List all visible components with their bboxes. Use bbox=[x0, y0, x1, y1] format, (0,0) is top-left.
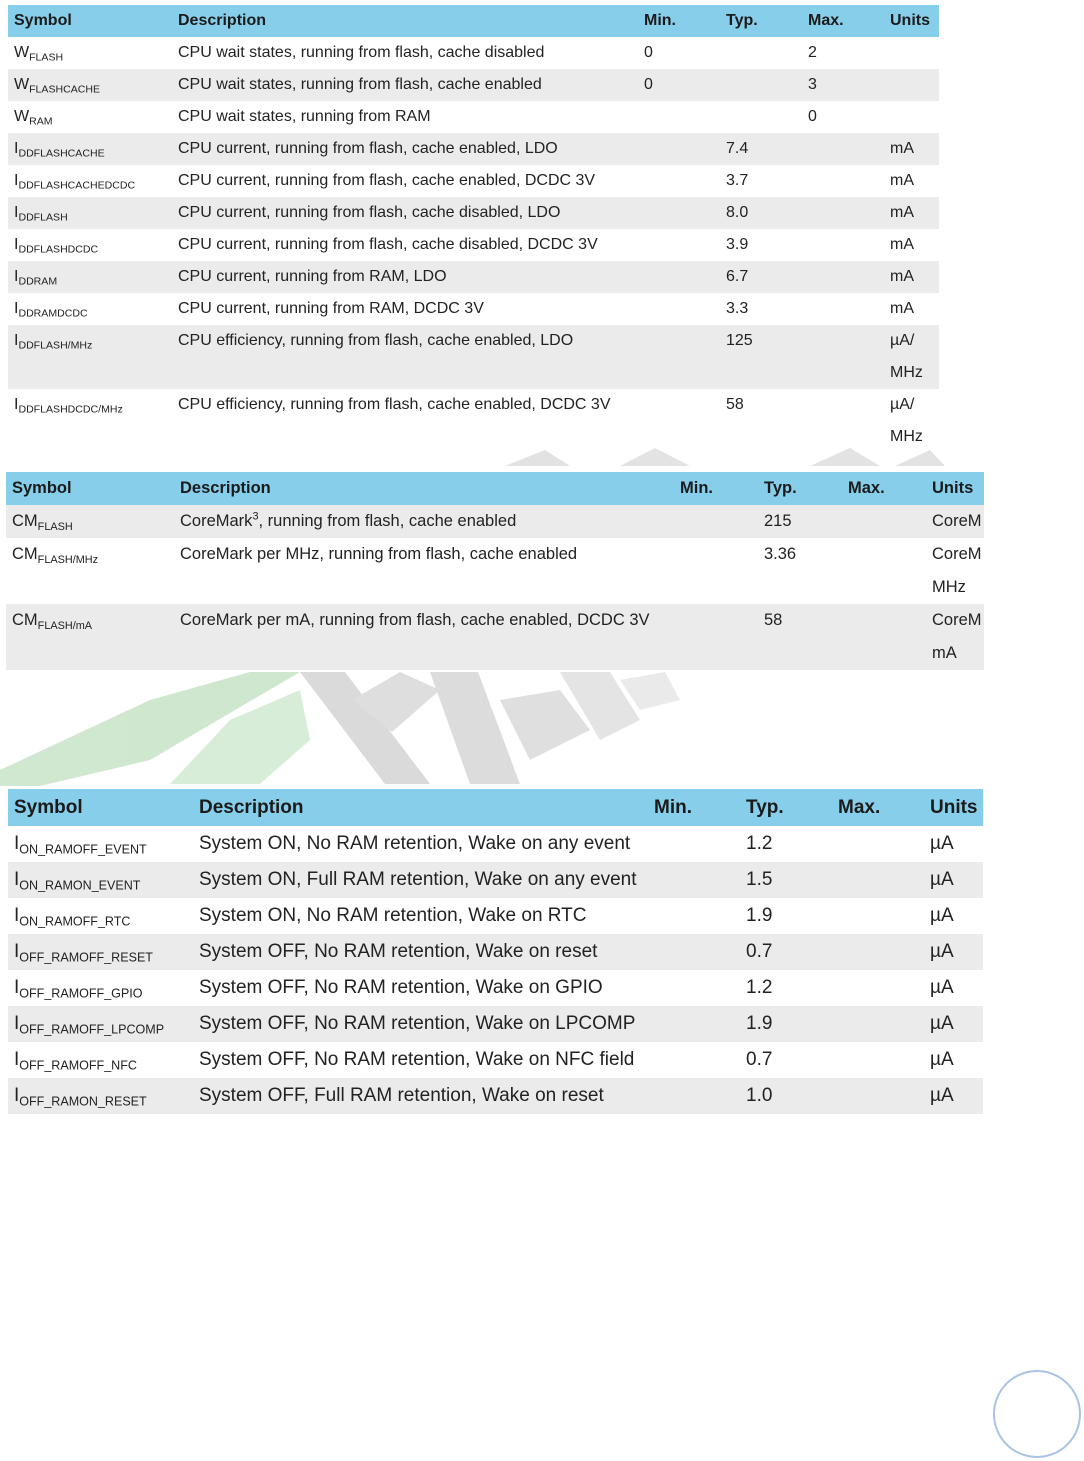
table-row bbox=[8, 862, 983, 898]
description-cell: CPU current, running from RAM, DCDC 3V bbox=[178, 300, 484, 317]
header-min: Min. bbox=[674, 472, 758, 505]
symbol-cell: $I_{DDFLASHCACHE}$ bbox=[8, 133, 172, 165]
min-cell bbox=[674, 604, 758, 670]
table-header-row bbox=[8, 5, 939, 37]
symbol-cell: $W_{FLASHCACHE}$ bbox=[8, 69, 172, 101]
description-cell: CPU efficiency, running from flash, cache enabled, LDO bbox=[172, 325, 638, 389]
header-symbol: Symbol bbox=[6, 472, 174, 505]
max-cell bbox=[802, 293, 884, 325]
max-cell bbox=[832, 826, 924, 862]
header-max: Max. bbox=[802, 5, 884, 37]
header-description: Description bbox=[172, 5, 638, 37]
min-cell bbox=[674, 505, 758, 538]
typ-cell: 3.36 bbox=[764, 545, 797, 563]
max-cell bbox=[802, 261, 884, 293]
description-cell: System OFF, No RAM retention, Wake on GPIO bbox=[199, 977, 603, 998]
min-cell bbox=[638, 165, 720, 197]
table-row bbox=[8, 826, 983, 862]
units-cell: mA bbox=[884, 133, 939, 165]
max-cell: 2 bbox=[808, 44, 817, 61]
symbol-cell: $I_{DDFLASH/MHz}$ bbox=[8, 325, 172, 389]
max-cell bbox=[832, 1006, 924, 1042]
description-cell: CPU current, running from flash, cache enabled, DCDC 3V bbox=[178, 172, 596, 189]
power-consumption-table bbox=[8, 789, 983, 1114]
description-cell: CPU current, running from flash, cache enabled, LDO bbox=[172, 133, 638, 165]
description-cell: CPU wait states, running from flash, cache enabled bbox=[172, 69, 638, 101]
symbol-cell: $I_{DDFLASH}$ bbox=[8, 197, 172, 229]
typ-cell: 3.9 bbox=[726, 236, 749, 253]
table-row bbox=[8, 1078, 983, 1114]
header-max: Max. bbox=[842, 472, 926, 505]
min-cell bbox=[648, 1042, 740, 1078]
typ-cell: 215 bbox=[758, 505, 842, 538]
max-cell bbox=[832, 1078, 924, 1114]
table-row bbox=[8, 325, 939, 389]
units-cell bbox=[884, 37, 939, 69]
typ-cell: 1.9 bbox=[740, 1006, 832, 1042]
description-cell: CoreMark per MHz, running from flash, cache enabled bbox=[180, 545, 578, 563]
typ-cell: 0.7 bbox=[740, 934, 832, 970]
max-cell bbox=[832, 970, 924, 1006]
max-cell bbox=[802, 229, 884, 261]
table-header-row bbox=[6, 472, 984, 505]
units-cell: mA bbox=[890, 172, 914, 189]
typ-cell: 58 bbox=[758, 604, 842, 670]
max-cell bbox=[802, 165, 884, 197]
description-cell: CoreMark$^3$, running from flash, cache enabled bbox=[174, 505, 674, 538]
typ-cell: 1.5 bbox=[740, 862, 832, 898]
description-cell: System OFF, No RAM retention, Wake on LPCOMP bbox=[193, 1006, 648, 1042]
units-cell: µA/ MHz bbox=[890, 396, 923, 445]
max-cell bbox=[842, 505, 926, 538]
table-row bbox=[8, 133, 939, 165]
table-row bbox=[8, 69, 939, 101]
min-cell bbox=[638, 293, 720, 325]
units-cell bbox=[884, 69, 939, 101]
table-row bbox=[6, 604, 984, 670]
min-cell: 0 bbox=[638, 69, 720, 101]
typ-cell: 6.7 bbox=[720, 261, 802, 293]
units-cell: mA bbox=[890, 300, 914, 317]
header-min: Min. bbox=[638, 5, 720, 37]
header-typ: Typ. bbox=[758, 472, 842, 505]
description-cell: System OFF, Full RAM retention, Wake on reset bbox=[193, 1078, 648, 1114]
coremark-table bbox=[6, 472, 984, 670]
min-cell bbox=[648, 1078, 740, 1114]
symbol-cell: $I_{OFF\_RAMOFF\_GPIO}$ bbox=[14, 977, 143, 1001]
description-cell: System OFF, No RAM retention, Wake on NFC field bbox=[199, 1049, 635, 1070]
table-row bbox=[8, 389, 939, 453]
cpu-performance-table bbox=[8, 5, 939, 453]
page-number-badge bbox=[993, 1370, 1081, 1458]
symbol-cell: $CM_{FLASH/MHz}$ bbox=[12, 545, 99, 566]
min-cell bbox=[638, 261, 720, 293]
typ-cell bbox=[720, 101, 802, 133]
table-row bbox=[8, 1042, 983, 1078]
units-cell: mA bbox=[884, 197, 939, 229]
units-cell: µA bbox=[930, 977, 954, 998]
table-row bbox=[8, 37, 939, 69]
max-cell bbox=[842, 604, 926, 670]
units-cell: CoreM bbox=[926, 505, 984, 538]
typ-cell: 3.3 bbox=[726, 300, 749, 317]
units-cell: µA bbox=[930, 905, 954, 926]
header-description: Description bbox=[174, 472, 674, 505]
table-row bbox=[8, 970, 983, 1006]
units-cell: µA bbox=[924, 862, 983, 898]
min-cell bbox=[648, 934, 740, 970]
symbol-cell: $CM_{FLASH/mA}$ bbox=[6, 604, 174, 670]
header-typ: Typ. bbox=[720, 5, 802, 37]
symbol-cell: $I_{DDFLASHDCDC/MHz}$ bbox=[14, 396, 123, 416]
units-cell: mA bbox=[890, 236, 914, 253]
typ-cell bbox=[720, 69, 802, 101]
min-cell bbox=[674, 538, 758, 604]
units-cell: µA bbox=[924, 934, 983, 970]
typ-cell bbox=[720, 37, 802, 69]
symbol-cell: $I_{ON\_RAMON\_EVENT}$ bbox=[8, 862, 193, 898]
min-cell bbox=[638, 101, 720, 133]
table-row bbox=[8, 101, 939, 133]
typ-cell: 1.2 bbox=[746, 977, 773, 998]
symbol-cell: $I_{OFF\_RAMON\_RESET}$ bbox=[8, 1078, 193, 1114]
header-typ: Typ. bbox=[740, 789, 832, 826]
symbol-cell: $I_{ON\_RAMOFF\_RTC}$ bbox=[14, 905, 131, 929]
table-row bbox=[8, 229, 939, 261]
description-cell: CPU current, running from flash, cache disabled, LDO bbox=[172, 197, 638, 229]
units-cell: CoreM mA bbox=[926, 604, 984, 670]
typ-cell: 58 bbox=[726, 396, 744, 413]
typ-cell: 1.9 bbox=[746, 905, 773, 926]
header-units: Units bbox=[926, 472, 984, 505]
typ-cell: 125 bbox=[720, 325, 802, 389]
typ-cell: 1.0 bbox=[740, 1078, 832, 1114]
description-cell: CoreMark per mA, running from flash, cache enabled, DCDC 3V bbox=[174, 604, 674, 670]
header-symbol: Symbol bbox=[8, 5, 172, 37]
symbol-cell: $CM_{FLASH}$ bbox=[6, 505, 174, 538]
table-row bbox=[8, 898, 983, 934]
units-cell: µA bbox=[924, 1006, 983, 1042]
typ-cell: 0.7 bbox=[746, 1049, 773, 1070]
description-cell: System ON, No RAM retention, Wake on any event bbox=[199, 833, 631, 854]
min-cell bbox=[638, 389, 720, 453]
max-cell bbox=[842, 538, 926, 604]
symbol-cell: $I_{DDFLASHCACHEDCDC}$ bbox=[14, 172, 136, 192]
description-cell: CPU efficiency, running from flash, cache enabled, DCDC 3V bbox=[178, 396, 611, 413]
symbol-cell: $I_{DDRAMDCDC}$ bbox=[14, 300, 88, 320]
table-row bbox=[8, 197, 939, 229]
symbol-cell: $I_{DDRAM}$ bbox=[8, 261, 172, 293]
min-cell bbox=[648, 970, 740, 1006]
units-cell: mA bbox=[884, 261, 939, 293]
symbol-cell: $I_{OFF\_RAMOFF\_LPCOMP}$ bbox=[8, 1006, 193, 1042]
table-row bbox=[6, 505, 984, 538]
max-cell: 0 bbox=[808, 108, 817, 125]
header-min: Min. bbox=[648, 789, 740, 826]
symbol-cell: $W_{RAM}$ bbox=[14, 108, 53, 128]
max-cell bbox=[802, 133, 884, 165]
max-cell bbox=[832, 898, 924, 934]
max-cell bbox=[802, 197, 884, 229]
header-units: Units bbox=[924, 789, 983, 826]
typ-cell: 3.7 bbox=[726, 172, 749, 189]
max-cell: 3 bbox=[802, 69, 884, 101]
table-row bbox=[6, 538, 984, 604]
min-cell bbox=[648, 826, 740, 862]
min-cell: 0 bbox=[644, 44, 653, 61]
description-cell: System ON, No RAM retention, Wake on RTC bbox=[199, 905, 587, 926]
min-cell bbox=[638, 229, 720, 261]
units-cell bbox=[884, 101, 939, 133]
symbol-cell: $I_{OFF\_RAMOFF\_NFC}$ bbox=[14, 1049, 137, 1073]
max-cell bbox=[802, 325, 884, 389]
units-cell: µA bbox=[930, 1049, 954, 1070]
symbol-cell: $I_{DDFLASHDCDC}$ bbox=[14, 236, 99, 256]
table-row bbox=[8, 1006, 983, 1042]
max-cell bbox=[832, 1042, 924, 1078]
symbol-cell: $W_{FLASH}$ bbox=[14, 44, 64, 64]
units-cell: µA bbox=[930, 833, 954, 854]
max-cell bbox=[832, 934, 924, 970]
min-cell bbox=[648, 898, 740, 934]
description-cell: CPU wait states, running from RAM bbox=[178, 108, 431, 125]
min-cell bbox=[648, 1006, 740, 1042]
header-description: Description bbox=[193, 789, 648, 826]
header-units: Units bbox=[884, 5, 939, 37]
header-max: Max. bbox=[832, 789, 924, 826]
units-cell: µA bbox=[924, 1078, 983, 1114]
table-row bbox=[8, 293, 939, 325]
units-cell: µA/ MHz bbox=[884, 325, 939, 389]
table-row bbox=[8, 165, 939, 197]
symbol-cell: $I_{OFF\_RAMOFF\_RESET}$ bbox=[8, 934, 193, 970]
description-cell: System ON, Full RAM retention, Wake on any event bbox=[193, 862, 648, 898]
units-cell: CoreM MHz bbox=[932, 545, 982, 596]
min-cell bbox=[638, 133, 720, 165]
symbol-cell: $I_{ON\_RAMOFF\_EVENT}$ bbox=[14, 833, 147, 857]
typ-cell: 1.2 bbox=[746, 833, 773, 854]
description-cell: System OFF, No RAM retention, Wake on reset bbox=[193, 934, 648, 970]
min-cell bbox=[638, 197, 720, 229]
max-cell bbox=[832, 862, 924, 898]
table-header-row bbox=[8, 789, 983, 826]
max-cell bbox=[802, 389, 884, 453]
description-cell: CPU wait states, running from flash, cache disabled bbox=[178, 44, 545, 61]
table-row bbox=[8, 934, 983, 970]
min-cell bbox=[648, 862, 740, 898]
min-cell bbox=[638, 325, 720, 389]
description-cell: CPU current, running from RAM, LDO bbox=[172, 261, 638, 293]
typ-cell: 8.0 bbox=[720, 197, 802, 229]
typ-cell: 7.4 bbox=[720, 133, 802, 165]
header-symbol: Symbol bbox=[8, 789, 193, 826]
description-cell: CPU current, running from flash, cache disabled, DCDC 3V bbox=[178, 236, 598, 253]
table-row bbox=[8, 261, 939, 293]
